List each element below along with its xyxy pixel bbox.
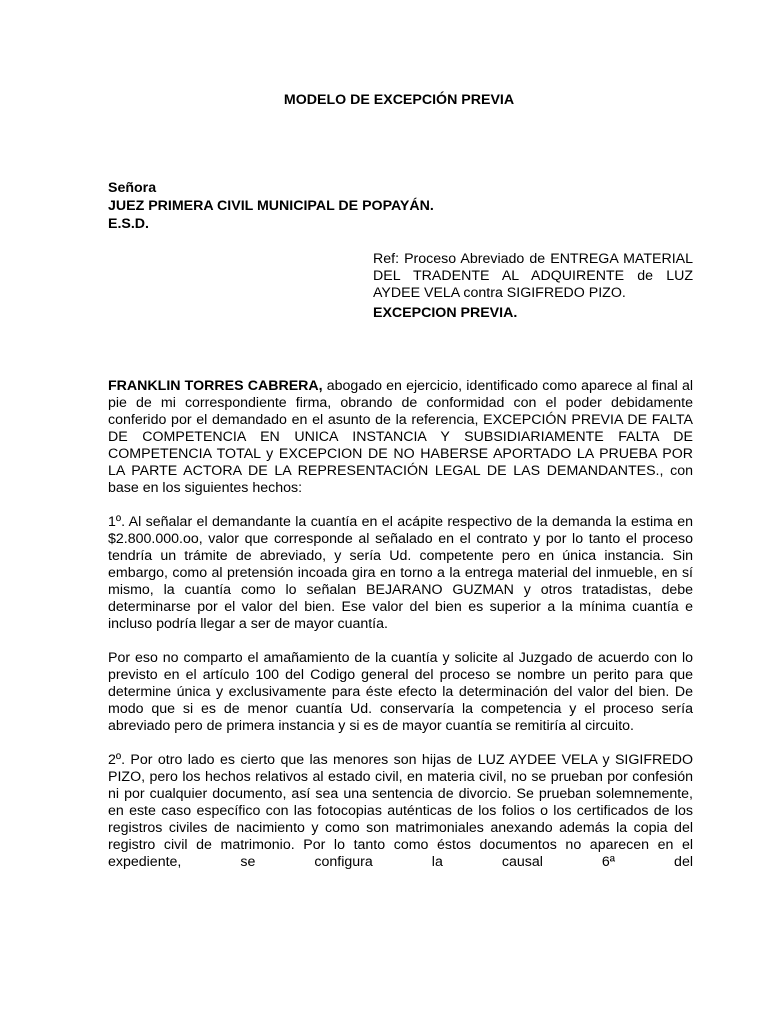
addressee-judge: JUEZ PRIMERA CIVIL MUNICIPAL DE POPAYÁN.: [108, 198, 434, 214]
paragraph-1: 1º. Al señalar el demandante la cuantía en el acápite respectivo de la demanda la estima en $2.800.000.oo, valor que corresponde al señalado en el contrato y por lo tanto el proceso tendría un trámite de abreviado, y sería Ud. competente pero en única instancia. Sin embargo, como al pretensión incoada gira en torno a la entrega material del inmueble, en sí mismo, la cuantía como lo señalan BEJARANO GUZMAN y otros tratadistas, debe determinarse por el valor del bien. Ese valor del bien es superior a la mínima cuantía e incluso podría llegar a ser de mayor cuantía.: [108, 514, 693, 632]
document-title: MODELO DE EXCEPCIÓN PREVIA: [283, 92, 515, 108]
addressee-esd: E.S.D.: [108, 216, 149, 232]
intro-paragraph: [108, 378, 693, 497]
intro-text: abogado en ejercicio, identificado como aparece al final al pie de mi correspondiente firma, obrando de conformidad con el poder debidamente conferido por el demandado en el asunto de la referencia, EXCEPCIÓN PREVIA DE FALTA DE COMPETENCIA EN UNICA INSTANCIA Y SUBSIDIARIAMENTE FALTA DE COMPETENCIA TOTAL y EXCEPCION DE NO HABERSE APORTADO LA PRUEBA POR LA PARTE ACTORA DE LA REPRESENTACIÓN LEGAL DE LAS DEMANDANTES., con base en los siguientes hechos:: [108, 378, 693, 496]
reference-block: [373, 251, 693, 322]
reference-text: Ref: Proceso Abreviado de ENTREGA MATERIAL DEL TRADENTE AL ADQUIRENTE de LUZ AYDEE VELA contra SIGIFREDO PIZO.: [373, 251, 693, 301]
paragraph-3: 2º. Por otro lado es cierto que las menores son hijas de LUZ AYDEE VELA y SIGIFREDO PIZO, pero los hechos relativos al estado civil, en materia civil, no se prueban por confesión ni por cualquier documento, así sea una sentencia de divorcio. Se prueban solemnemente, en este caso específico con las fotocopias auténticas de los folios o los certificados de los registros civiles de nacimiento y como son matrimoniales anexando además la copia del registro civil de matrimonio. Por lo tanto como éstos documentos no aparecen en el expediente, se configura la causal 6ª del: [108, 752, 693, 870]
lawyer-name: FRANKLIN TORRES CABRERA,: [108, 378, 323, 394]
addressee-salutation: Señora: [108, 180, 157, 196]
reference-subject: EXCEPCION PREVIA.: [373, 305, 518, 321]
addressee-block: [108, 180, 434, 234]
document-body: [108, 378, 693, 888]
paragraph-2: Por eso no comparto el amañamiento de la cuantía y solicite al Juzgado de acuerdo con lo previsto en el artículo 100 del Codigo general del proceso se nombre un perito para que determine única y exclusivamente para éste efecto la determinación del valor del bien. De modo que si es de menor cuantía Ud. conservaría la competencia y el proceso sería abreviado pero de primera instancia y si es de mayor cuantía se remitiría al circuito.: [108, 650, 693, 734]
